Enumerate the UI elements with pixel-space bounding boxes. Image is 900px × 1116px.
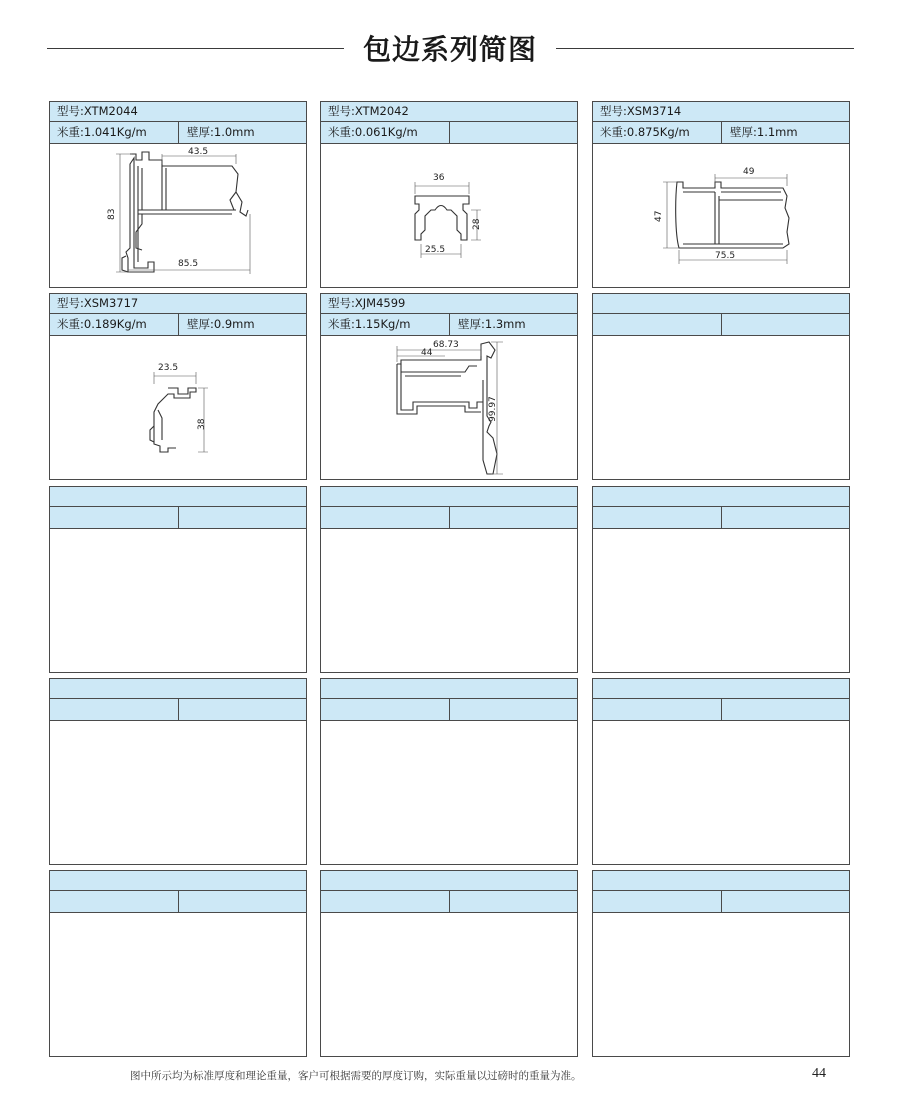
thickness-label: [722, 699, 850, 720]
weight-label: 米重:1.15Kg/m: [321, 314, 450, 335]
profile-card-empty: [592, 870, 850, 1057]
profile-drawing: [321, 144, 577, 287]
spec-row: [50, 891, 306, 913]
dim-label: 99.97: [488, 396, 498, 422]
spec-row: [593, 314, 849, 336]
spec-row: [50, 699, 306, 721]
profile-card-empty: [320, 486, 578, 673]
dim-label: 83: [107, 208, 117, 220]
profile-card-empty: [592, 486, 850, 673]
profile-card-empty: [320, 870, 578, 1057]
thickness-label: [179, 699, 307, 720]
weight-label: [593, 891, 722, 912]
weight-label: [593, 699, 722, 720]
model-label: 型号:XJM4599: [321, 294, 577, 314]
weight-label: [321, 891, 450, 912]
page-title: 包边系列简图: [362, 33, 537, 66]
weight-label: [593, 507, 722, 528]
weight-label: 米重:0.875Kg/m: [593, 122, 722, 143]
dim-label: 75.5: [715, 251, 736, 261]
model-label: 型号:XSM3714: [593, 102, 849, 122]
thickness-label: [722, 891, 850, 912]
profile-card-empty: [592, 678, 850, 865]
thickness-label: [722, 507, 850, 528]
model-label: [593, 487, 849, 507]
profile-drawing: [50, 336, 306, 479]
dim-label: 49: [743, 167, 755, 177]
model-label: [50, 871, 306, 891]
dim-label: 23.5: [158, 363, 179, 373]
profile-card-xjm4599: [320, 293, 578, 480]
model-label: [593, 679, 849, 699]
title-rule-left: [47, 48, 344, 49]
dim-label: 36: [433, 173, 445, 183]
dim-label: 25.5: [425, 245, 446, 255]
model-label: 型号:XTM2042: [321, 102, 577, 122]
model-label: [321, 487, 577, 507]
profile-card-empty: [49, 870, 307, 1057]
profile-card-xsm3714: [592, 101, 850, 288]
spec-row: [50, 507, 306, 529]
weight-label: [321, 699, 450, 720]
spec-row: [593, 507, 849, 529]
thickness-label: [179, 507, 307, 528]
profile-card-empty: [320, 678, 578, 865]
thickness-label: [450, 699, 578, 720]
profile-card-xsm3717: [49, 293, 307, 480]
model-label: 型号:XSM3717: [50, 294, 306, 314]
profile-card-xtm2044: [49, 101, 307, 288]
title-rule-right: [556, 48, 854, 49]
thickness-label: [450, 122, 578, 143]
spec-row: [321, 699, 577, 721]
dim-label: 68.73: [433, 340, 459, 350]
dim-label: 43.5: [188, 147, 209, 157]
model-label: [50, 487, 306, 507]
weight-label: 米重:1.041Kg/m: [50, 122, 179, 143]
thickness-label: [179, 891, 307, 912]
thickness-label: 壁厚:1.0mm: [187, 125, 255, 139]
profile-card-empty: [49, 678, 307, 865]
dim-label: 28: [472, 218, 482, 230]
thickness-label: 壁厚:1.1mm: [730, 125, 798, 139]
dim-label: 47: [654, 210, 664, 222]
thickness-label: [722, 314, 850, 335]
profile-card-empty: [592, 293, 850, 480]
profile-drawing: [593, 144, 849, 287]
model-label: [321, 679, 577, 699]
dim-label: 44: [421, 348, 433, 358]
model-label: [50, 679, 306, 699]
thickness-label: [450, 507, 578, 528]
page-number: 44: [812, 1066, 826, 1081]
spec-row: [593, 891, 849, 913]
model-label: [593, 871, 849, 891]
model-label: [321, 871, 577, 891]
profile-drawing: [321, 336, 577, 479]
weight-label: [50, 507, 179, 528]
spec-row: [593, 699, 849, 721]
dim-label: 85.5: [178, 259, 199, 269]
spec-row: [321, 122, 577, 144]
model-label: 型号:XTM2044: [50, 102, 306, 122]
profile-card-xtm2042: [320, 101, 578, 288]
thickness-label: 壁厚:1.3mm: [458, 317, 526, 331]
weight-label: 米重:0.061Kg/m: [321, 122, 450, 143]
footer-note: 图中所示均为标准厚度和理论重量，客户可根据需要的厚度订购，实际重量以过磅时的重量为准。: [130, 1070, 582, 1082]
spec-row: [593, 122, 849, 144]
weight-label: [593, 314, 722, 335]
page-header: [0, 22, 900, 72]
weight-label: [50, 891, 179, 912]
thickness-label: [450, 891, 578, 912]
weight-label: [50, 699, 179, 720]
spec-row: [50, 122, 306, 144]
dim-label: 38: [197, 418, 207, 430]
thickness-label: 壁厚:0.9mm: [187, 317, 255, 331]
spec-row: [321, 507, 577, 529]
spec-row: [50, 314, 306, 336]
profile-drawing: [50, 144, 306, 287]
spec-row: [321, 891, 577, 913]
spec-row: [321, 314, 577, 336]
profile-card-empty: [49, 486, 307, 673]
weight-label: [321, 507, 450, 528]
weight-label: 米重:0.189Kg/m: [50, 314, 179, 335]
model-label: [593, 294, 849, 314]
